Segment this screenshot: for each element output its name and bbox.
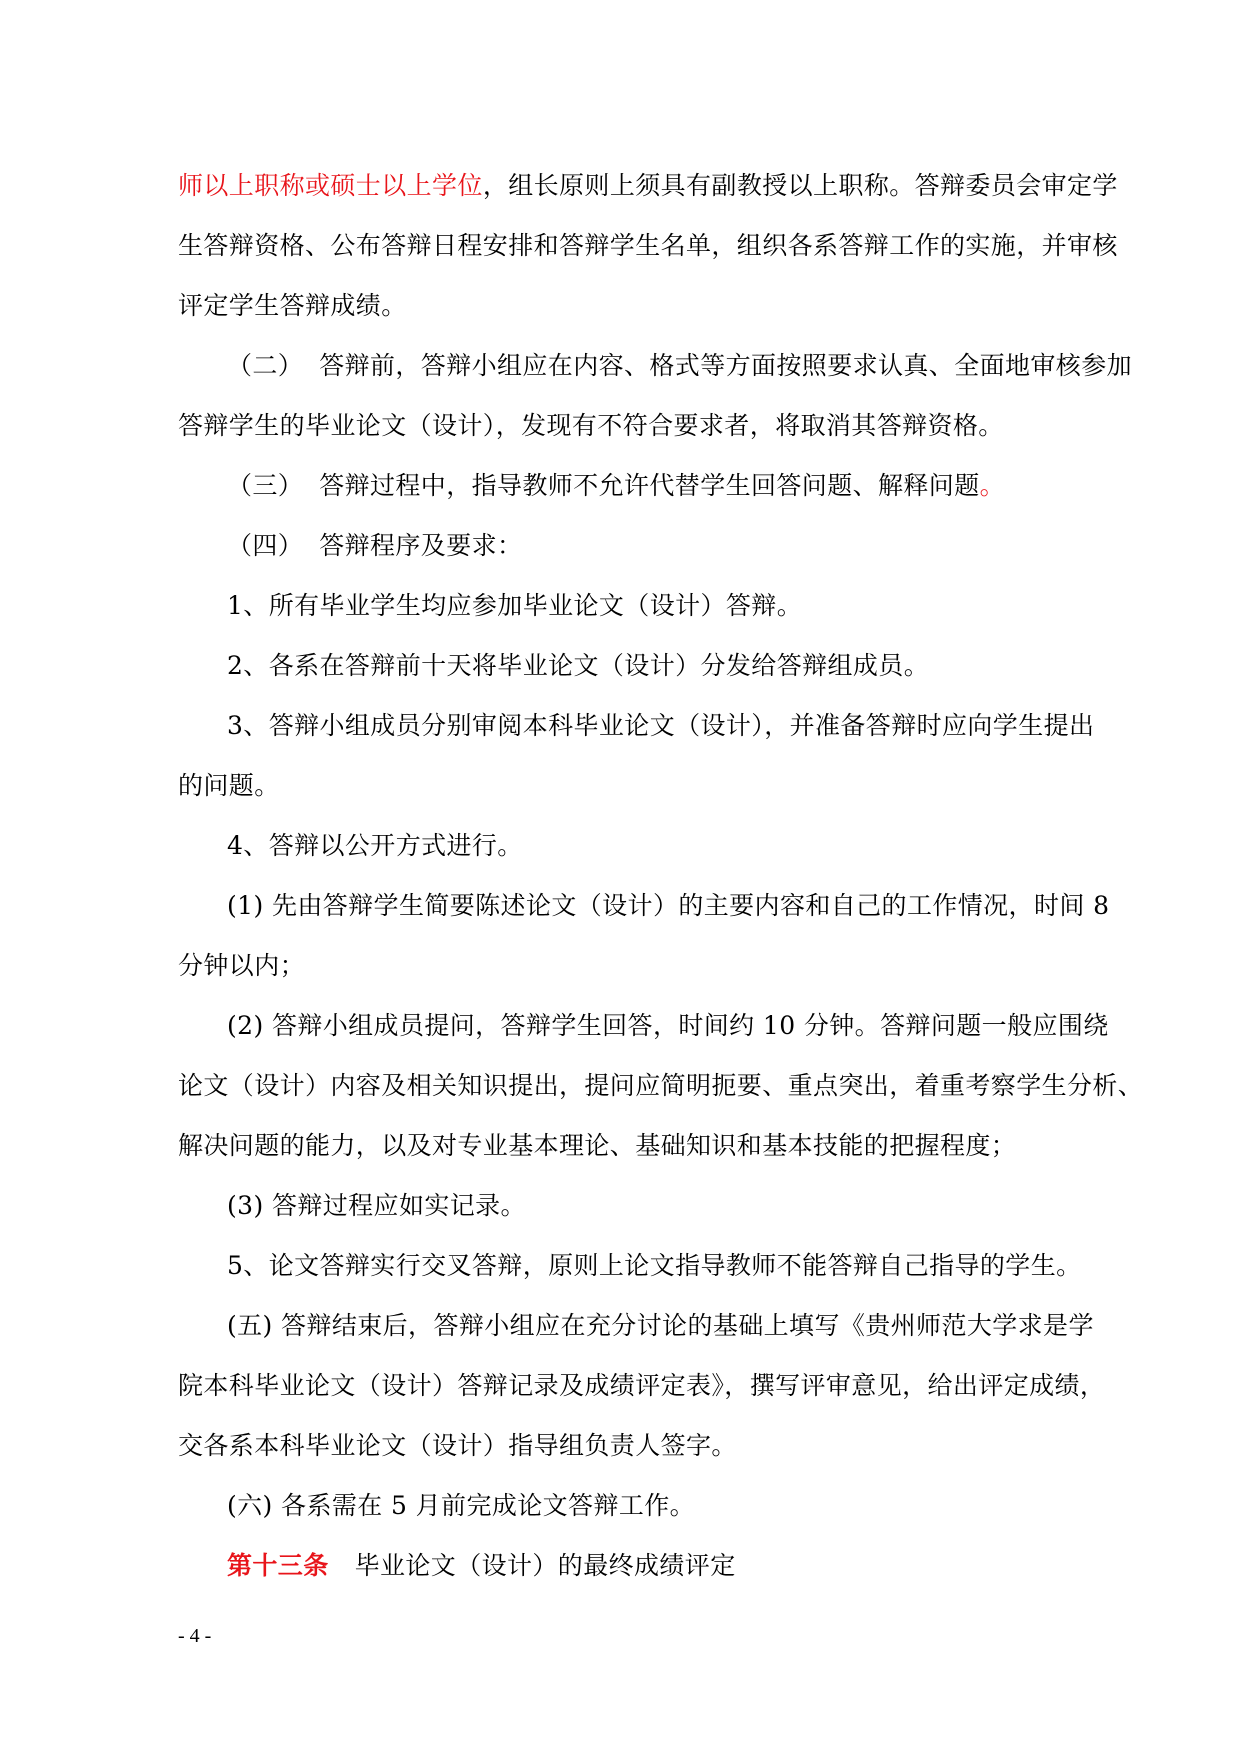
paragraph-line: 生答辩资格、公布答辩日程安排和答辩学生名单，组织各系答辩工作的实施，并审核 bbox=[178, 231, 1118, 260]
paragraph-line: 解决问题的能力，以及对专业基本理论、基础知识和基本技能的把握程度； bbox=[178, 1131, 1017, 1160]
item-label: （二） bbox=[227, 351, 304, 380]
text: 答辩前，答辩小组应在内容、格式等方面按照要求认真、全面地审核参加 bbox=[319, 351, 1133, 380]
paragraph-line: 5、论文答辩实行交叉答辩，原则上论文指导教师不能答辩自己指导的学生。 bbox=[227, 1251, 1082, 1280]
paragraph-line: 2、各系在答辩前十天将毕业论文（设计）分发给答辩组成员。 bbox=[227, 651, 930, 680]
highlighted-text: 师以上职称或硕士以上学位 bbox=[178, 171, 483, 200]
article-number: 第十三条 bbox=[227, 1551, 329, 1580]
page-number: - 4 - bbox=[178, 1625, 212, 1647]
paragraph-line: (1) 先由答辩学生简要陈述论文（设计）的主要内容和自己的工作情况，时间 8 bbox=[227, 891, 1110, 920]
paragraph-line: 交各系本科毕业论文（设计）指导组负责人签字。 bbox=[178, 1431, 737, 1460]
paragraph-line: 4、答辩以公开方式进行。 bbox=[227, 831, 523, 860]
text: 答辩过程中，指导教师不允许代替学生回答问题、解释问题 bbox=[319, 471, 980, 500]
highlighted-text: 。 bbox=[979, 471, 1006, 500]
item-label: （三） bbox=[227, 471, 304, 500]
text: ，组长原则上须具有副教授以上职称。答辩委员会审定学 bbox=[482, 171, 1118, 200]
paragraph-line: (五) 答辩结束后，答辩小组应在充分讨论的基础上填写《贵州师范大学求是学 bbox=[227, 1311, 1094, 1340]
paragraph-line bbox=[227, 466, 1241, 506]
paragraph-line: 分钟以内； bbox=[178, 951, 306, 980]
paragraph-line: (六) 各系需在 5 月前完成论文答辩工作。 bbox=[227, 1491, 696, 1520]
paragraph-line bbox=[178, 166, 1241, 206]
text: 答辩程序及要求： bbox=[319, 531, 523, 560]
paragraph-line: 答辩学生的毕业论文（设计），发现有不符合要求者，将取消其答辩资格。 bbox=[178, 411, 1004, 440]
paragraph-line: 论文（设计）内容及相关知识提出，提问应简明扼要、重点突出，着重考察学生分析、 bbox=[178, 1071, 1144, 1100]
paragraph-line bbox=[227, 346, 1241, 386]
paragraph-line: 评定学生答辩成绩。 bbox=[178, 291, 407, 320]
paragraph-line: 1、所有毕业学生均应参加毕业论文（设计）答辩。 bbox=[227, 591, 803, 620]
item-label: （四） bbox=[227, 531, 304, 560]
article-title: 毕业论文（设计）的最终成绩评定 bbox=[354, 1551, 736, 1580]
paragraph-line: 院本科毕业论文（设计）答辩记录及成绩评定表》，撰写评审意见，给出评定成绩， bbox=[178, 1371, 1106, 1400]
paragraph-line bbox=[227, 526, 1241, 566]
paragraph-line: 的问题。 bbox=[178, 771, 280, 800]
paragraph-line: (2) 答辩小组成员提问，答辩学生回答，时间约 10 分钟。答辩问题一般应围绕 bbox=[227, 1011, 1109, 1040]
article-heading bbox=[227, 1546, 1241, 1586]
paragraph-line: 3、答辩小组成员分别审阅本科毕业论文（设计），并准备答辩时应向学生提出 bbox=[227, 711, 1095, 740]
paragraph-line: (3) 答辩过程应如实记录。 bbox=[227, 1191, 526, 1220]
